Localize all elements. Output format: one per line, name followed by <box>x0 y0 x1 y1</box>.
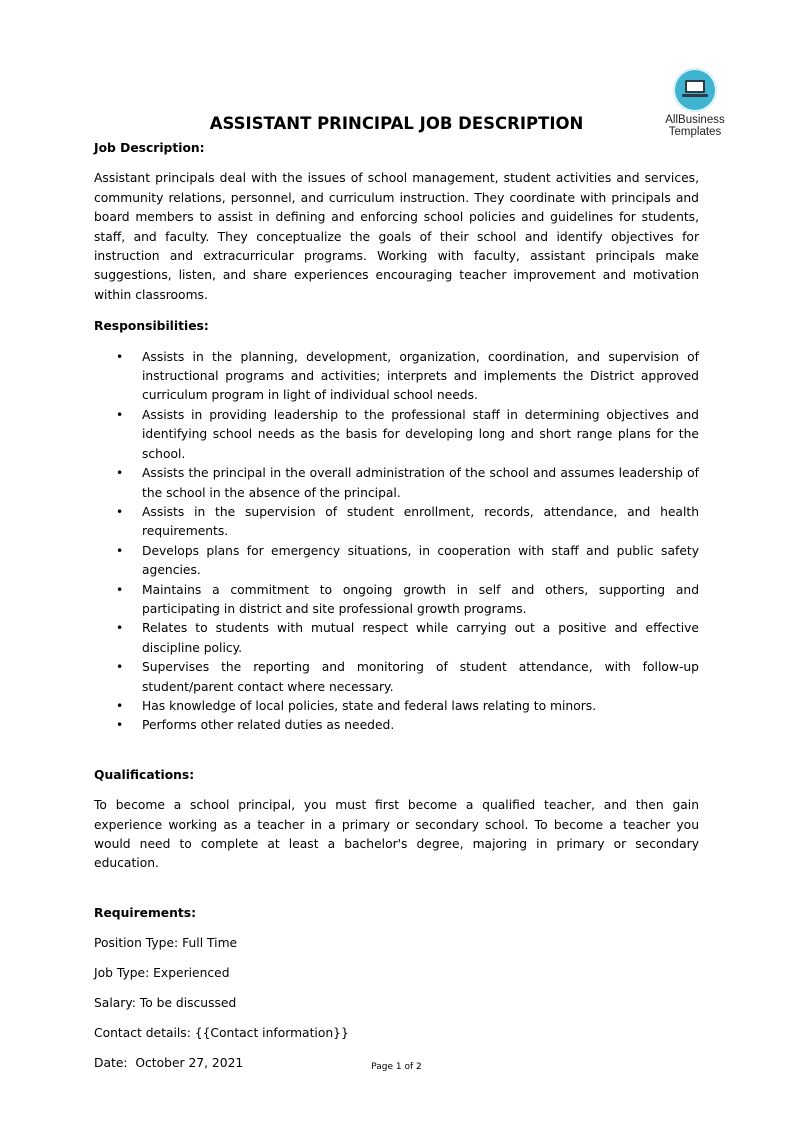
list-item: • Performs other related duties as needed. <box>94 716 699 735</box>
bullet-icon: • <box>116 466 124 481</box>
list-item: • Supervises the reporting and monitoring of student attendance, with follow-up student/parent contact where necessary. <box>116 660 699 694</box>
logo-line-2: Templates <box>668 126 722 138</box>
requirements-heading: Requirements: <box>94 905 197 920</box>
bullet-icon: • <box>116 407 124 422</box>
list-item: • Assists in the planning, development, organization, coordination, and supervision of instructional programs and activities; interprets and implements the District approved curriculum program in light of individual school needs. <box>116 349 699 403</box>
document-title: ASSISTANT PRINCIPAL JOB DESCRIPTION <box>209 114 584 133</box>
position-type: Position Type: Full Time <box>94 935 238 950</box>
bullet-icon: • <box>116 660 124 675</box>
list-item: • Relates to students with mutual respect while carrying out a positive and effective discipline policy. <box>116 621 699 655</box>
responsibilities-heading: Responsibilities: <box>94 319 209 334</box>
list-item: • Maintains a commitment to ongoing growth in self and others, supporting and participating in district and site professional growth programs. <box>116 582 699 616</box>
bullet-icon: • <box>116 718 124 733</box>
job-description-text: Assistant principals deal with the issues of school management, student activities and services, community relations, personnel, and curriculum instruction. They coordinate with principals and board members to assist in defining and enforcing school policies and guidelines for students, staff, and faculty. They conceptualize the goals of their school and identify objectives for instruction and extracurricular programs. Working with faculty, assistant principals make suggestions, listen, and share experiences encouraging teacher improvement and motivation within classrooms. <box>94 171 699 302</box>
bullet-icon: • <box>116 543 124 558</box>
list-item: • Assists the principal in the overall administration of the school and assumes leadership of the school in the absence of the principal. <box>116 466 699 500</box>
job-type: Job Type: Experienced <box>94 965 230 980</box>
bullet-icon: • <box>116 504 124 519</box>
contact-details: Contact details: {{Contact information}} <box>94 1025 349 1040</box>
list-item: • Assists in providing leadership to the professional staff in determining objectives and identifying school needs as the basis for developing long and short range plans for the school. <box>116 407 699 461</box>
list-item: • Has knowledge of local policies, state and federal laws relating to minors. <box>94 697 699 716</box>
job-description-heading: Job Description: <box>94 141 205 155</box>
logo-line-1: AllBusiness <box>665 114 725 126</box>
bullet-icon: • <box>116 349 124 364</box>
salary: Salary: To be discussed <box>94 995 237 1010</box>
laptop-icon <box>673 68 717 112</box>
bullet-icon: • <box>116 621 124 636</box>
page-number: Page 1 of 2 <box>371 1062 422 1072</box>
bullet-icon: • <box>116 698 124 713</box>
list-item: • Develops plans for emergency situations, in cooperation with staff and public safety agencies. <box>116 543 699 578</box>
qualifications-heading: Qualifications: <box>94 767 195 782</box>
date: Date: October 27, 2021 <box>94 1055 244 1070</box>
bullet-icon: • <box>116 582 124 597</box>
list-item: • Assists in the supervision of student enrollment, records, attendance, and health requirements. <box>116 504 699 539</box>
responsibilities-list <box>94 348 699 736</box>
document-body <box>94 139 699 1073</box>
qualifications-text: To become a school principal, you must first become a qualified teacher, and then gain experience working as a teacher in a primary or secondary school. To become a teacher you would need to complete at least a bachelor's degree, majoring in primary or secondary education. <box>94 798 699 871</box>
